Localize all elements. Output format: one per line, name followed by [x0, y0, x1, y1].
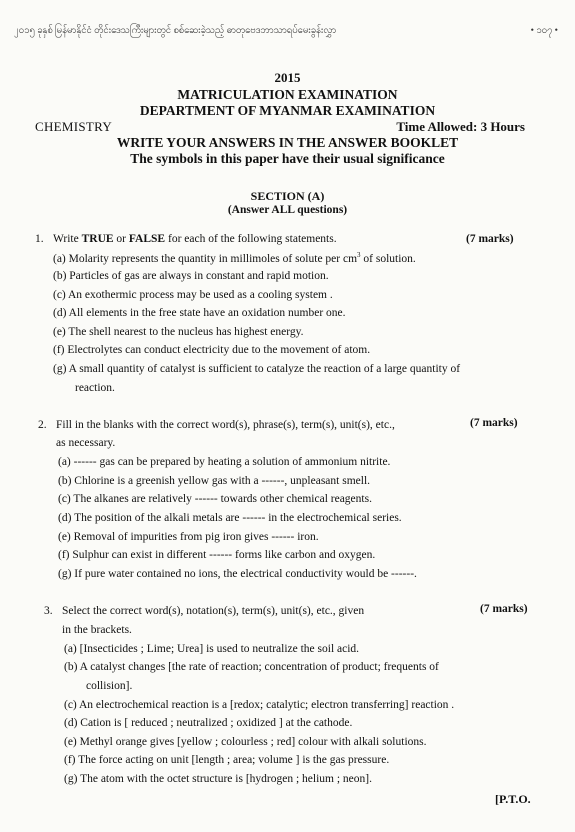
list-item: (d) All elements in the free state have an oxidation number one. — [53, 307, 346, 319]
list-item: (e) Methyl orange gives [yellow ; colourless ; red] colour with alkali solutions. — [64, 736, 427, 748]
list-item: (f) Electrolytes can conduct electricity due to the movement of atom. — [53, 344, 371, 356]
time-allowed: Time Allowed: 3 Hours — [396, 119, 525, 134]
list-item: (d) Cation is [ reduced ; neutralized ; oxidized ] at the cathode. — [64, 717, 353, 729]
list-item: (g) The atom with the octet structure is [hydrogen ; helium ; neon]. — [64, 773, 372, 785]
question-text: Fill in the blanks with the correct word(s), phrase(s), term(s), unit(s), etc., — [56, 419, 395, 431]
list-item: (b) Chlorine is a greenish yellow gas with a ------, unpleasant smell. — [58, 475, 371, 487]
list-item: (g) If pure water contained no ions, the electrical conductivity would be ------. — [58, 568, 417, 580]
question-number: 3. — [44, 605, 53, 617]
page-number: • ၁၀၇ • — [530, 26, 558, 36]
list-item-continuation: reaction. — [75, 382, 115, 394]
question-marks: (7 marks) — [470, 417, 518, 429]
exam-year: 2015 — [274, 70, 301, 85]
list-item: (a) Molarity represents the quantity in millimoles of solute per $cm^3$ of solution. — [53, 251, 416, 265]
list-item: (b) A catalyst changes [the rate of reaction; concentration of product; frequents of — [64, 661, 439, 673]
question-text-continuation: as necessary. — [56, 437, 116, 449]
list-item: (c) The alkanes are relatively ------ towards other chemical reagents. — [58, 493, 372, 505]
list-item: (d) The position of the alkali metals are ------ in the electrochemical series. — [58, 512, 402, 524]
subject-row — [35, 119, 525, 135]
list-item: (c) An exothermic process may be used as a cooling system . — [53, 289, 333, 301]
subject-name: CHEMISTRY — [35, 119, 113, 134]
list-item: (a) [Insecticides ; Lime; Urea] is used to neutralize the soil acid. — [64, 643, 360, 655]
question-text-continuation: in the brackets. — [62, 624, 132, 636]
question-text: Write TRUE or FALSE for each of the following statements. — [53, 233, 337, 245]
page-header — [14, 24, 558, 38]
write-instruction: WRITE YOUR ANSWERS IN THE ANSWER BOOKLET — [116, 135, 459, 150]
list-item: (e) Removal of impurities from pig iron gives ------ iron. — [58, 531, 319, 543]
list-item: (b) Particles of gas are always in constant and rapid motion. — [53, 270, 329, 282]
question-text: Select the correct word(s), notation(s), term(s), unit(s), etc., given — [62, 605, 365, 617]
symbols-note: The symbols in this paper have their usual significance — [130, 151, 445, 166]
list-item: (g) A small quantity of catalyst is sufficient to catalyze the reaction of a large quantity of — [53, 363, 461, 375]
list-item: (e) The shell nearest to the nucleus has highest energy. — [53, 326, 304, 338]
exam-name: MATRICULATION EXAMINATION — [177, 87, 398, 102]
question-marks: (7 marks) — [466, 233, 514, 245]
question-number: 2. — [38, 419, 47, 431]
section-title: SECTION (A) — [250, 189, 325, 203]
list-item: (a) ------ gas can be prepared by heating a solution of ammonium nitrite. — [58, 456, 391, 468]
department-name: DEPARTMENT OF MYANMAR EXAMINATION — [139, 103, 436, 118]
list-item: (f) Sulphur can exist in different ------ forms like carbon and oxygen. — [58, 549, 376, 561]
list-item: (c) An electrochemical reaction is a [redox; catalytic; electron transferring] reaction . — [64, 699, 455, 711]
please-turn-over: [P.T.O. — [495, 792, 531, 806]
list-item-continuation: collision]. — [86, 680, 133, 692]
question-number: 1. — [35, 233, 44, 245]
header-title: ၂၀၁၅ ခုနှစ် မြန်မာနိုင်ငံ တိုင်းဒေသကြီးများတွင် စစ်ဆေးခဲ့သည့် ဓာတုဗေဒဘာသာရပ်မေးခွန်းလွှာ — [14, 26, 337, 36]
section-instruction: (Answer ALL questions) — [227, 204, 348, 216]
question-marks: (7 marks) — [480, 603, 528, 615]
list-item: (f) The force acting on unit [length ; area; volume ] is the gas pressure. — [64, 754, 390, 766]
